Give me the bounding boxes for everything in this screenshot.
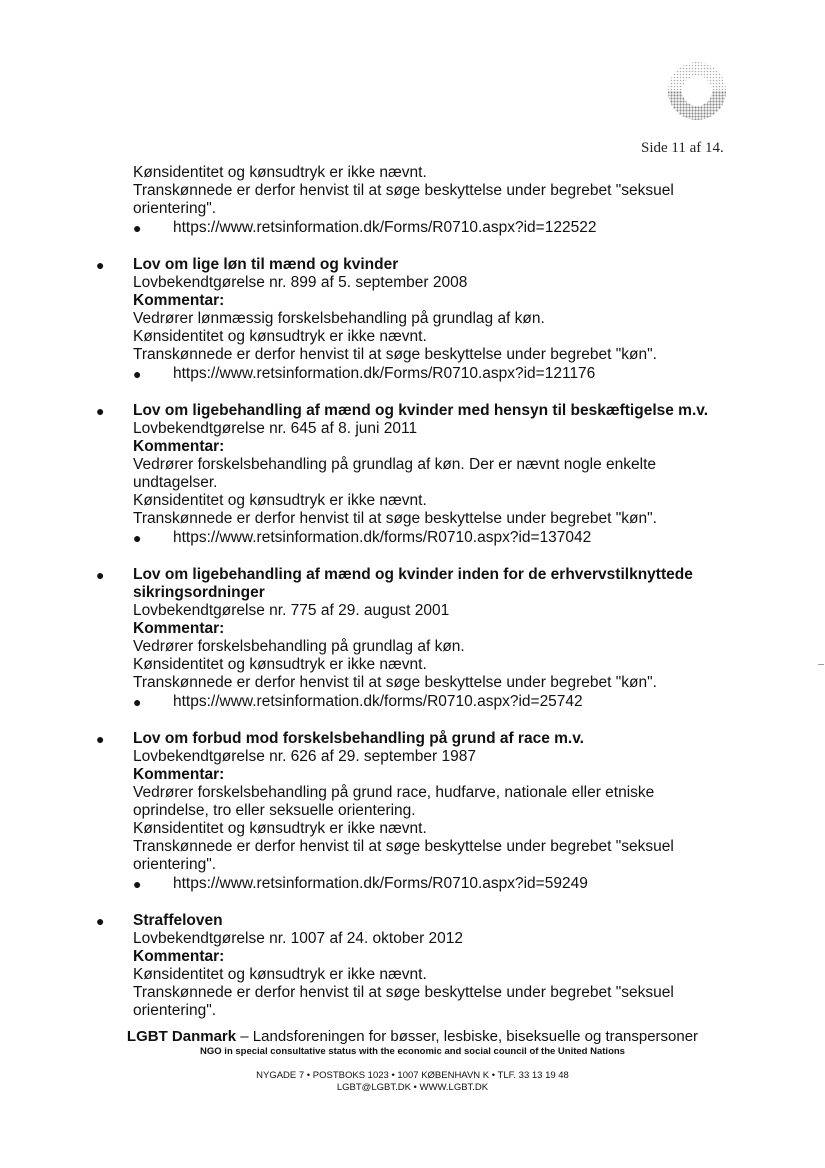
law-title: Lov om ligebehandling af mænd og kvinder med hensyn til beskæftigelse m.v. xyxy=(133,402,709,419)
link-item xyxy=(133,529,732,547)
comment-line: Transkønnede er derfor henvist til at søge beskyttelse under begrebet "køn". xyxy=(133,510,657,527)
intro-line: Transkønnede er derfor henvist til at søge beskyttelse under begrebet "seksuel xyxy=(133,182,674,199)
comment-line: Kønsidentitet og kønsudtryk er ikke nævnt. xyxy=(133,820,427,837)
ngo-status: NGO in special consultative status with the economic and social council of the United Nations xyxy=(200,1046,625,1057)
link-item xyxy=(133,365,732,383)
intro-line: orientering". xyxy=(133,200,217,217)
comment-label: Kommentar: xyxy=(133,292,225,309)
comment-line: orientering". xyxy=(133,856,217,873)
law-link[interactable]: https://www.retsinformation.dk/forms/R0710.aspx?id=137042 xyxy=(173,529,592,546)
comment-line: Kønsidentitet og kønsudtryk er ikke nævnt. xyxy=(133,966,427,983)
law-reference: Lovbekendtgørelse nr. 645 af 8. juni 2011 xyxy=(133,420,418,437)
page-footer xyxy=(0,1028,825,1094)
law-link[interactable]: https://www.retsinformation.dk/Forms/R0710.aspx?id=121176 xyxy=(173,365,596,382)
law-link[interactable]: https://www.retsinformation.dk/forms/R0710.aspx?id=25742 xyxy=(173,693,583,710)
organization-line xyxy=(0,1028,825,1045)
intro-line: Kønsidentitet og kønsudtryk er ikke nævnt. xyxy=(133,164,427,181)
law-title: Lov om ligebehandling af mænd og kvinder inden for de erhvervstilknyttede xyxy=(133,566,693,583)
comment-label: Kommentar: xyxy=(133,766,225,783)
law-reference: Lovbekendtgørelse nr. 1007 af 24. oktober 2012 xyxy=(133,930,464,947)
comment-line: Kønsidentitet og kønsudtryk er ikke nævnt. xyxy=(133,328,427,345)
law-title: Lov om forbud mod forskelsbehandling på grund af race m.v. xyxy=(133,730,584,747)
comment-line: Kønsidentitet og kønsudtryk er ikke nævnt. xyxy=(133,656,427,673)
bullet-icon: ● xyxy=(96,731,105,747)
comment-label: Kommentar: xyxy=(133,620,225,637)
comment-line: Vedrører forskelsbehandling på grundlag af køn. Der er nævnt nogle enkelte xyxy=(133,456,656,473)
circular-ring-logo-icon xyxy=(664,58,730,124)
law-entry xyxy=(92,256,732,383)
comment-line: Transkønnede er derfor henvist til at søge beskyttelse under begrebet "seksuel xyxy=(133,838,674,855)
link-item xyxy=(133,219,732,237)
link-item xyxy=(133,693,732,711)
bullet-icon: ● xyxy=(133,876,142,892)
comment-line: orientering". xyxy=(133,1002,217,1019)
organization-description: – Landsforeningen for bøsser, lesbiske, biseksuelle og transpersoner xyxy=(236,1028,699,1045)
law-link[interactable]: https://www.retsinformation.dk/Forms/R0710.aspx?id=122522 xyxy=(173,219,597,236)
comment-label: Kommentar: xyxy=(133,438,225,455)
bullet-icon: ● xyxy=(96,403,105,419)
page-number: Side 11 af 14. xyxy=(641,140,724,156)
bullet-icon: ● xyxy=(133,694,142,710)
law-entry xyxy=(92,402,732,547)
law-reference: Lovbekendtgørelse nr. 899 af 5. september 2008 xyxy=(133,274,468,291)
bullet-icon: ● xyxy=(96,913,105,929)
law-entry xyxy=(92,912,732,1020)
comment-line: undtagelser. xyxy=(133,474,218,491)
comment-label: Kommentar: xyxy=(133,948,225,965)
comment-line: Transkønnede er derfor henvist til at søge beskyttelse under begrebet "seksuel xyxy=(133,984,674,1001)
law-reference: Lovbekendtgørelse nr. 626 af 29. september 1987 xyxy=(133,748,476,765)
comment-line: Transkønnede er derfor henvist til at søge beskyttelse under begrebet "køn". xyxy=(133,346,657,363)
bullet-icon: ● xyxy=(96,567,105,583)
law-link[interactable]: https://www.retsinformation.dk/Forms/R0710.aspx?id=59249 xyxy=(173,875,588,892)
law-entry xyxy=(92,730,732,893)
law-entry xyxy=(92,566,732,711)
law-title: Lov om lige løn til mænd og kvinder xyxy=(133,256,399,273)
document-body xyxy=(92,164,732,1020)
comment-line: Vedrører forskelsbehandling på grundlag af køn. xyxy=(133,638,465,655)
bullet-icon: ● xyxy=(133,366,142,382)
bullet-icon: ● xyxy=(96,257,105,273)
bullet-icon: ● xyxy=(133,220,142,236)
bullet-icon: ● xyxy=(133,530,142,546)
intro-continuation xyxy=(92,164,732,237)
link-item xyxy=(133,875,732,893)
address-block xyxy=(0,1070,825,1094)
organization-name: LGBT Danmark xyxy=(126,1028,237,1045)
contact-info: LGBT@LGBT.DK • WWW.LGBT.DK xyxy=(336,1082,489,1093)
postal-address: NYGADE 7 • POSTBOKS 1023 • 1007 KØBENHAVN K • TLF. 33 13 19 48 xyxy=(256,1070,569,1081)
law-title: sikringsordninger xyxy=(133,584,265,601)
law-reference: Lovbekendtgørelse nr. 775 af 29. august 2001 xyxy=(133,602,450,619)
comment-line: Kønsidentitet og kønsudtryk er ikke nævnt. xyxy=(133,492,427,509)
comment-line: Vedrører lønmæssig forskelsbehandling på grundlag af køn. xyxy=(133,310,545,327)
comment-line: Vedrører forskelsbehandling på grund race, hudfarve, nationale eller etniske xyxy=(133,784,655,801)
scan-edge-mark xyxy=(818,664,824,665)
law-title: Straffeloven xyxy=(133,912,223,929)
comment-line: oprindelse, tro eller seksuelle orientering. xyxy=(133,802,416,819)
comment-line: Transkønnede er derfor henvist til at søge beskyttelse under begrebet "køn". xyxy=(133,674,657,691)
